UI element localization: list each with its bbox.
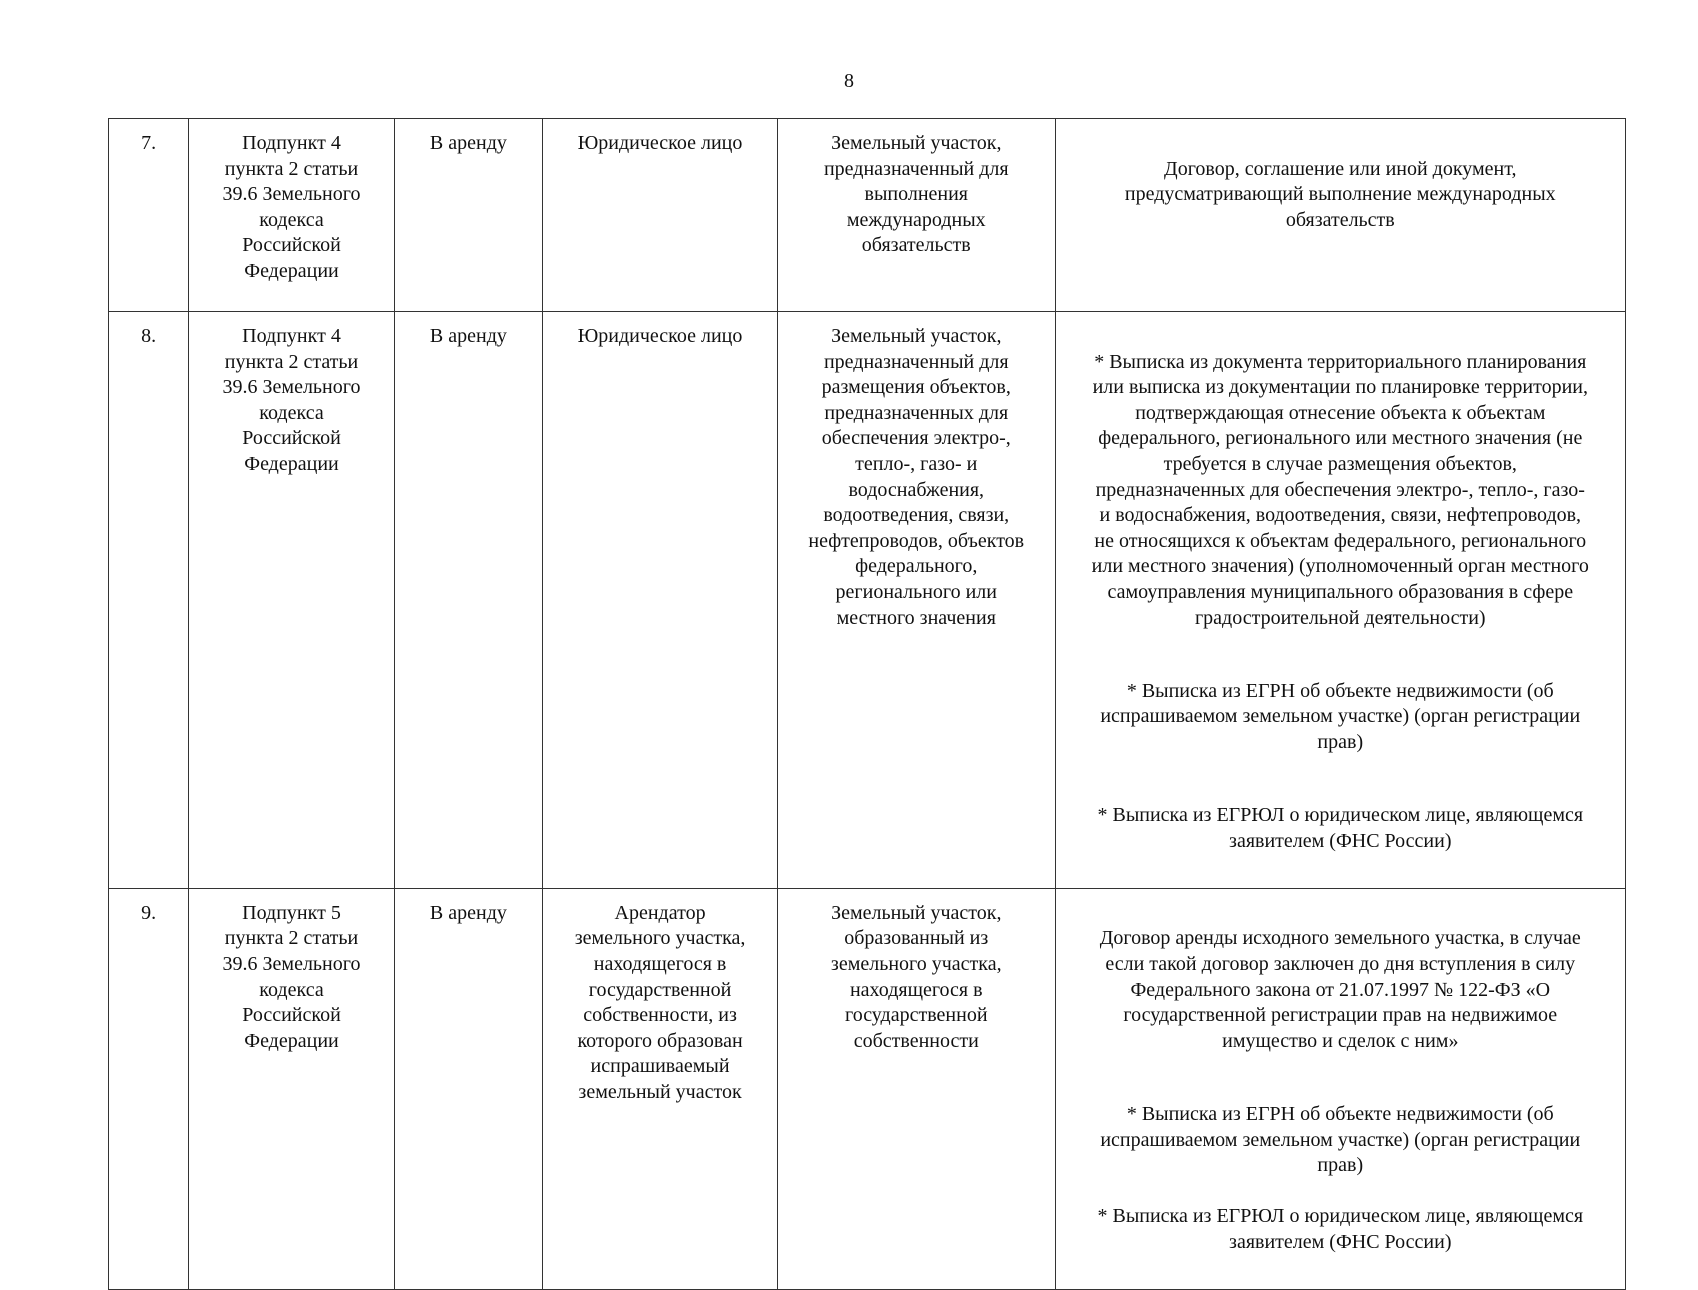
document-item: * Выписка из ЕГРН об объекте недвижимости (об испрашиваемом земельном участке) (орган регистрации прав) [1100,1103,1581,1177]
legal-basis-cell: Подпункт 5 пункта 2 статьи 39.6 Земельного кодекса Российской Федерации [189,888,394,1289]
document-item: * Выписка из ЕГРН об объекте недвижимости (об испрашиваемом земельном участке) (орган регистрации прав) [1100,679,1581,753]
document-item: Договор, соглашение или иной документ, предусматривающий выполнение международных обязательств [1124,157,1556,231]
applicant-cell: Юридическое лицо [543,312,778,889]
land-plot-cell: Земельный участок, образованный из земельного участка, находящегося в государственной собственности [777,888,1055,1289]
row-number-cell: 9. [109,888,189,1289]
documents-cell [1055,312,1625,889]
legal-basis-cell: Подпункт 4 пункта 2 статьи 39.6 Земельного кодекса Российской Федерации [189,119,394,312]
provision-form-cell: В аренду [394,888,542,1289]
row-number-cell: 7. [109,119,189,312]
provision-form-cell: В аренду [394,312,542,889]
document-item: * Выписка из документа территориального планирования или выписка из документации по планировке территории, подтверждающая отнесение объекта к объектам федерального, регионального или местного значения (не требуется в случае размещения объектов, предназначенных для обеспечения электро-, тепло-, газо- и водоснабжения, водоотведения, связи, нефтепроводов, не относящихся к объектам федерального, регионального или местного значения) (уполномоченный орган местного самоуправления муниципального образования в сфере градостроительной деятельности) [1091,350,1589,629]
row-number-cell: 8. [109,312,189,889]
document-item: * Выписка из ЕГРЮЛ о юридическом лице, являющемся заявителем (ФНС России) [1097,804,1584,852]
applicant-cell: Юридическое лицо [543,119,778,312]
land-plot-cell: Земельный участок, предназначенный для размещения объектов, предназначенных для обеспечения электро-, тепло-, газо- и водоснабжения, водоотведения, связи, нефтепроводов, объектов федерального, регионального или местного значения [777,312,1055,889]
table-row [109,312,1626,889]
page-number: 8 [844,70,854,92]
land-plot-cell: Земельный участок, предназначенный для выполнения международных обязательств [777,119,1055,312]
document-item: * Выписка из ЕГРЮЛ о юридическом лице, являющемся заявителем (ФНС России) [1097,1205,1584,1253]
table-row [109,888,1626,1289]
applicant-cell: Арендатор земельного участка, находящегося в государственной собственности, из которого образован испрашиваемый земельный участок [543,888,778,1289]
legal-basis-cell: Подпункт 4 пункта 2 статьи 39.6 Земельного кодекса Российской Федерации [189,312,394,889]
table-row [109,119,1626,312]
document-item: Договор аренды исходного земельного участка, в случае если такой договор заключен до дня вступления в силу Федерального закона от 21.07.1997 № 122-ФЗ «О государственной регистрации прав на недвижимое имущество и сделок с ним» [1099,927,1581,1052]
provision-form-cell: В аренду [394,119,542,312]
documents-cell [1055,119,1625,312]
document-table [108,118,1626,1290]
documents-cell [1055,888,1625,1289]
